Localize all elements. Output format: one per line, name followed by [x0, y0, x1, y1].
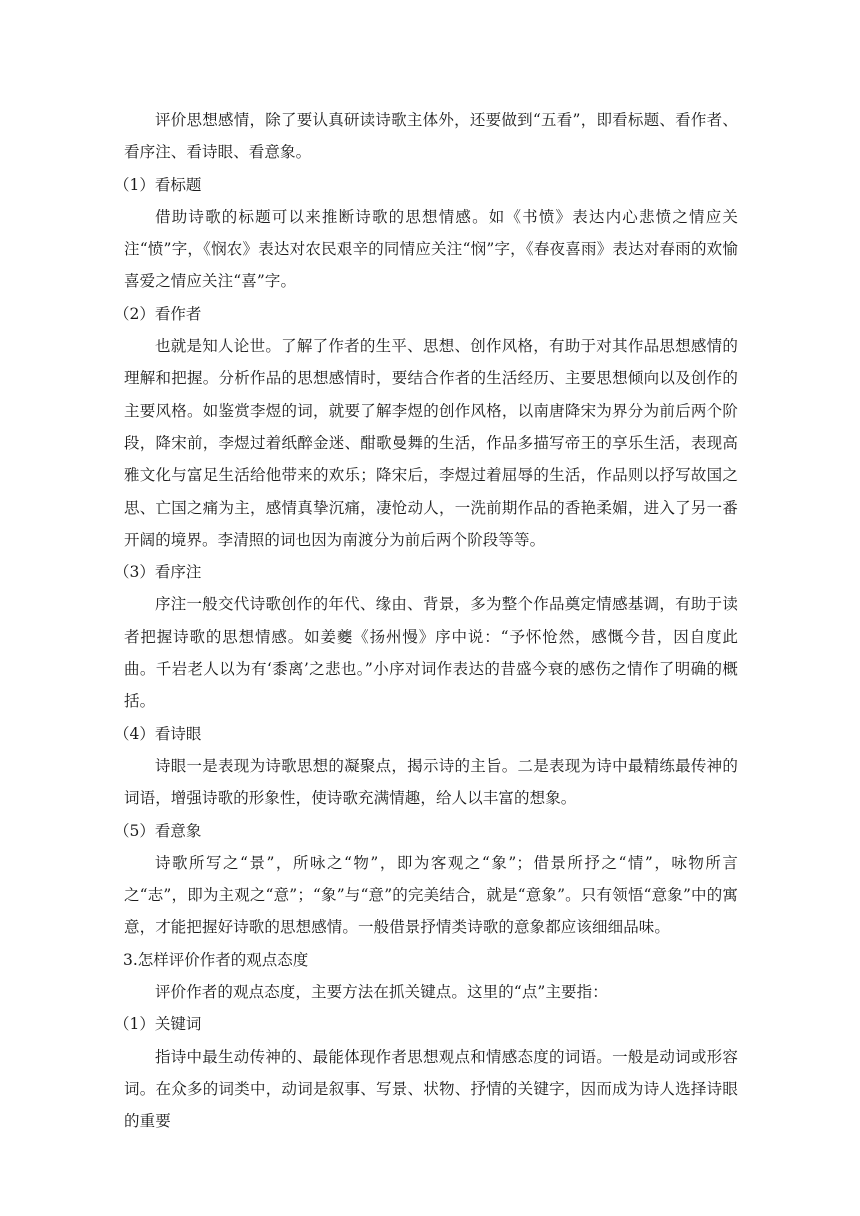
paragraph-author: 也就是知人论世。了解了作者的生平、思想、创作风格，有助于对其作品思想感情的理解和把握。分析作品的思想感情时，要结合作者的生活经历、主要思想倾向以及创作的主要风格。如鉴赏李煜的词，就要了解李煜的创作风格，以南唐降宋为界分为前后两个阶段，降宋前，李煜过着纸醉金迷、酣歌曼舞的生活，作品多描写帝王的享乐生活，表现高雅文化与富足生活给他带来的欢乐；降宋后，李煜过着屈辱的生活，作品则以抒写故国之思、亡国之痛为主，感情真挚沉痛，凄怆动人，一洗前期作品的香艳柔媚，进入了另一番开阔的境界。李清照的词也因为南渡分为前后两个阶段等等。: [124, 337, 738, 549]
subheading-keywords: （1）关键词: [114, 1015, 202, 1034]
subheading-poem-eye: （4）看诗眼: [114, 724, 202, 743]
paragraph-poem-eye: 诗眼一是表现为诗歌思想的凝聚点，揭示诗的主旨。二是表现为诗中最精练最传神的词语，增强诗歌的形象性，使诗歌充满情趣，给人以丰富的想象。: [124, 756, 738, 808]
subheading-imagery: （5）看意象: [114, 821, 202, 840]
document-body: [114, 104, 738, 1138]
paragraph-keywords: 指诗中最生动传神的、最能体现作者思想观点和情感态度的词语。一般是动词或形容词。在众多的词类中，动词是叙事、写景、状物、抒情的关键字，因而成为诗人选择诗眼的重要: [124, 1047, 738, 1131]
paragraph-title: 借助诗歌的标题可以来推断诗歌的思想情感。如《书愤》表达内心悲愤之情应关注“愤”字，《悯农》表达对农民艰辛的同情应关注“悯”字，《春夜喜雨》表达对春雨的欢愉喜爱之情应关注“喜”字。: [124, 207, 738, 291]
section-heading-attitude: 3.怎样评价作者的观点态度: [123, 950, 309, 969]
paragraph-intro: 评价思想感情，除了要认真研读诗歌主体外，还要做到“五看”，即看标题、看作者、看序注、看诗眼、看意象。: [124, 111, 738, 162]
paragraph-imagery: 诗歌所写之“景”，所咏之“物”，即为客观之“象”；借景所抒之“情”，咏物所言之“志”，即为主观之“意”；“象”与“意”的完美结合，就是“意象”。只有领悟“意象”中的寓意，才能把握好诗歌的思想感情。一般借景抒情类诗歌的意象都应该细细品味。: [124, 853, 738, 937]
subheading-preface: （3）看序注: [114, 563, 202, 582]
paragraph-preface: 序注一般交代诗歌创作的年代、缘由、背景，多为整个作品奠定情感基调，有助于读者把握诗歌的思想情感。如姜夔《扬州慢》序中说：“予怀怆然，感慨今昔，因自度此曲。千岩老人以为有‘黍离’之悲也。”小序对词作表达的昔盛今衰的感伤之情作了明确的概括。: [124, 595, 738, 711]
paragraph-attitude: 评价作者的观点态度，主要方法在抓关键点。这里的“点”主要指：: [155, 983, 608, 1002]
subheading-author: （2）看作者: [114, 304, 202, 323]
subheading-title: （1）看标题: [114, 175, 202, 194]
